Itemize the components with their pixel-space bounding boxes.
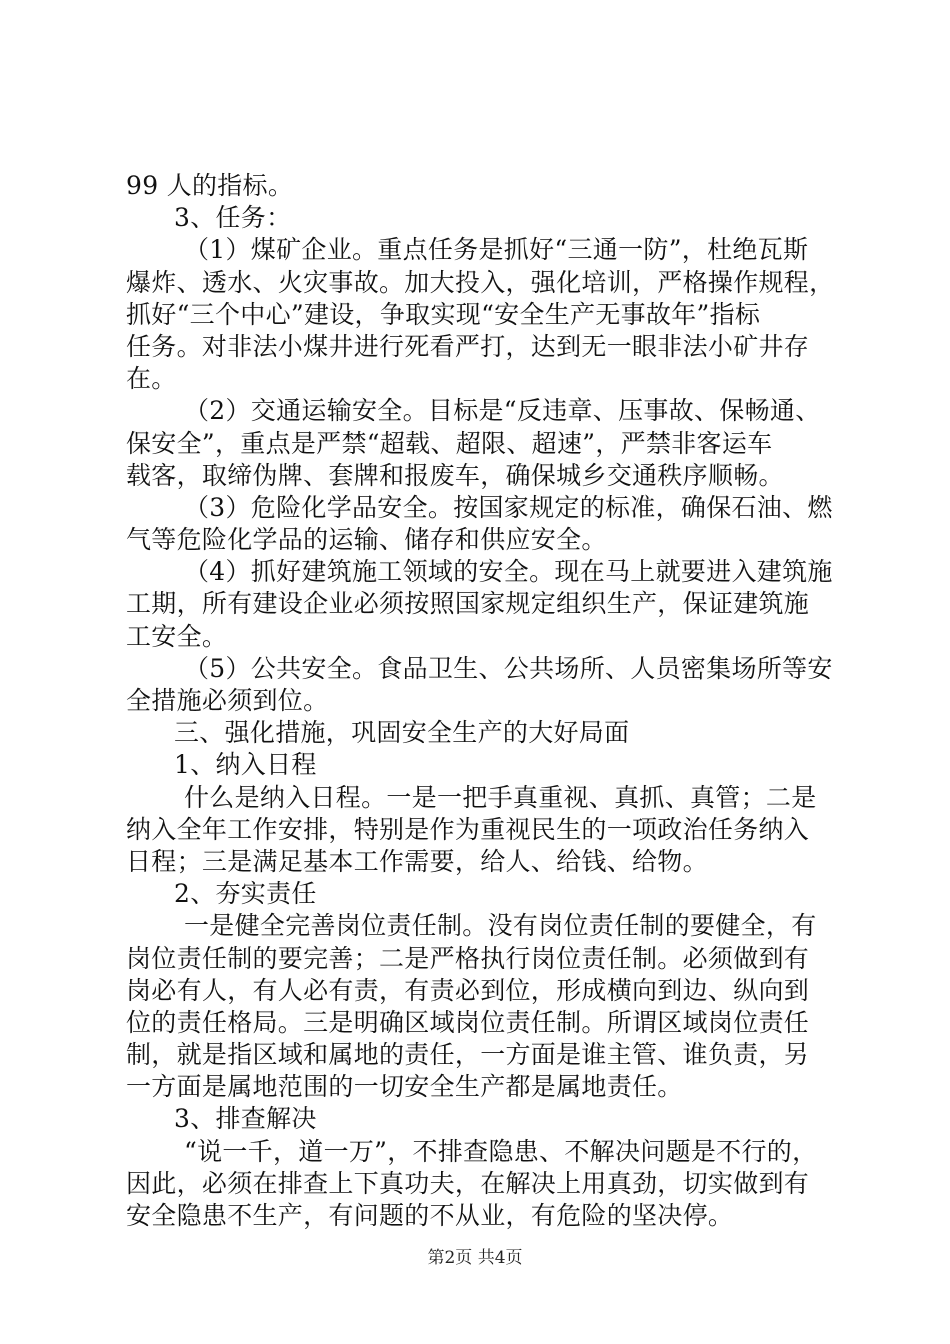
text-line: 在。	[126, 364, 177, 394]
text-line: “说一千，道一万”，不排查隐患、不解决问题是不行的，	[184, 1136, 818, 1166]
text-line: 日程；三是满足基本工作需要，给人、给钱、给物。	[126, 846, 708, 876]
text-line: （1）煤矿企业。重点任务是抓好“三通一防”，杜绝瓦斯	[184, 235, 809, 265]
text-line: 1、纳入日程	[174, 750, 317, 780]
text-line: （5）公共安全。食品卫生、公共场所、人员密集场所等安	[184, 653, 833, 683]
text-line: 3、任务：	[174, 203, 292, 233]
text-line: 位的责任格局。三是明确区域岗位责任制。所谓区域岗位责任	[126, 1007, 810, 1037]
text-line: 因此，必须在排查上下真功夫，在解决上用真劲，切实做到有	[126, 1168, 810, 1198]
text-line: 载客，取缔伪牌、套牌和报废车，确保城乡交通秩序顺畅。	[126, 460, 784, 490]
text-line: 气等危险化学品的运输、储存和供应安全。	[126, 525, 607, 555]
page-number-footer: 第2页 共4页	[427, 1248, 523, 1268]
text-line: 工安全。	[126, 621, 228, 651]
text-line: 一是健全完善岗位责任制。没有岗位责任制的要健全，有	[184, 911, 817, 941]
text-line: 岗位责任制的要完善；二是严格执行岗位责任制。必须做到有	[126, 943, 810, 973]
text-line: （3）危险化学品安全。按国家规定的标准，确保石油、燃	[184, 492, 833, 522]
text-line: （2）交通运输安全。目标是“反违章、压事故、保畅通、	[184, 396, 821, 426]
text-line: 纳入全年工作安排，特别是作为重视民生的一项政治任务纳入	[126, 814, 810, 844]
document-body	[126, 170, 836, 1232]
text-line: 工期，所有建设企业必须按照国家规定组织生产，保证建筑施	[126, 589, 810, 619]
text-line: 爆炸、透水、火灾事故。加大投入，强化培训，严格操作规程，	[126, 267, 835, 297]
text-line: 任务。对非法小煤井进行死看严打，达到无一眼非法小矿井存	[126, 331, 810, 361]
text-line: 安全隐患不生产，有问题的不从业，有危险的坚决停。	[126, 1201, 734, 1230]
text-line: 什么是纳入日程。一是一把手真重视、真抓、真管；二是	[184, 782, 817, 812]
text-line: 2、夯实责任	[174, 879, 317, 909]
text-line: 三、强化措施，巩固安全生产的大好局面	[174, 718, 630, 748]
text-line: 一方面是属地范围的一切安全生产都是属地责任。	[126, 1072, 683, 1102]
text-line: 全措施必须到位。	[126, 686, 329, 715]
text-line: 岗必有人，有人必有责，有责必到位，形成横向到边、纵向到	[126, 975, 810, 1005]
text-line: 99 人的指标。	[126, 171, 294, 200]
text-line: 3、排查解决	[174, 1104, 317, 1134]
text-line: 保安全”，重点是严禁“超载、超限、超速”，严禁非客运车	[126, 428, 773, 458]
text-line: （4）抓好建筑施工领域的安全。现在马上就要进入建筑施	[184, 557, 833, 587]
text-line: 制，就是指区域和属地的责任，一方面是谁主管、谁负责，另	[126, 1040, 810, 1070]
text-line: 抓好“三个中心”建设，争取实现“安全生产无事故年”指标	[126, 299, 761, 329]
